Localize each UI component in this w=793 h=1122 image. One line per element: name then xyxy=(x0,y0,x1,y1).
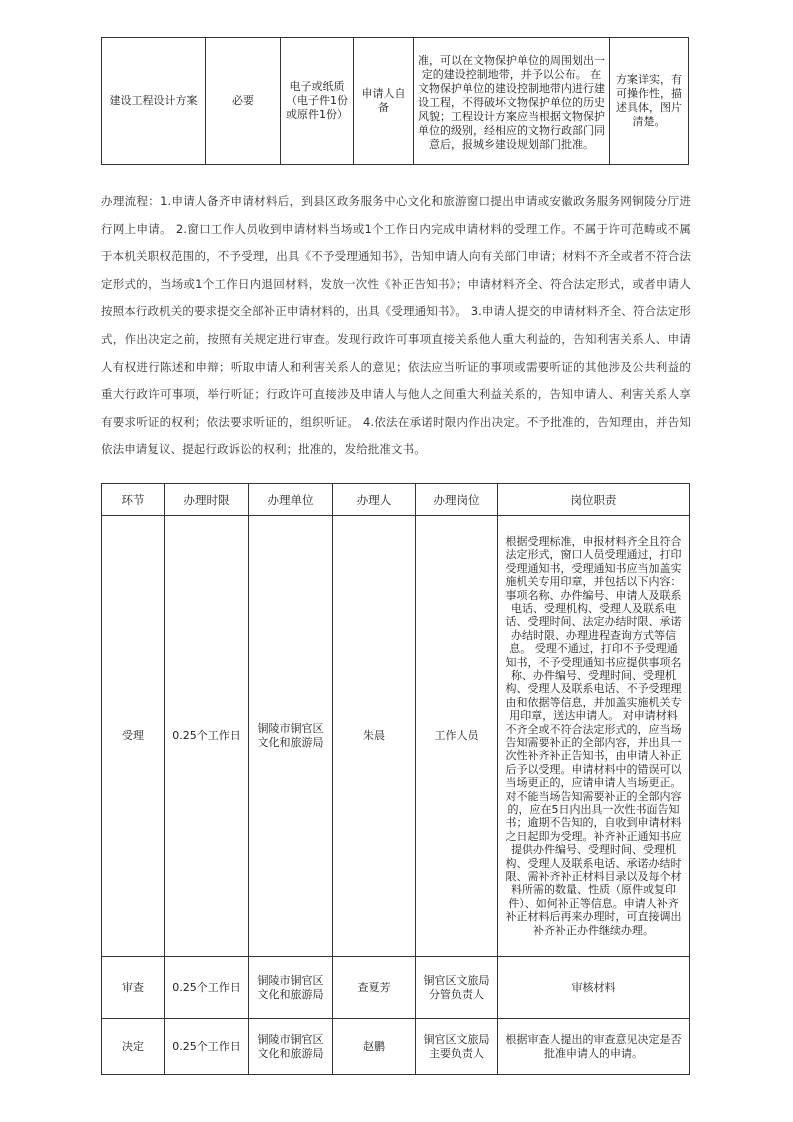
table-row xyxy=(102,516,690,957)
material-source: 申请人自备 xyxy=(354,38,414,165)
step-name: 决定 xyxy=(102,1019,165,1075)
step-post: 工作人员 xyxy=(416,516,498,957)
material-requirement: 方案详实，有可操作性，描述具体，图片清楚。 xyxy=(610,38,689,165)
step-time: 0.25个工作日 xyxy=(165,516,249,957)
header-post: 办理岗位 xyxy=(416,484,498,516)
step-person: 朱晨 xyxy=(333,516,416,957)
table-header-row xyxy=(102,484,690,516)
step-post: 铜官区文旅局主要负责人 xyxy=(416,1019,498,1075)
step-duty: 根据审查人提出的审查意见决定是否批准申请人的申请。 xyxy=(498,1019,690,1075)
step-time: 0.25个工作日 xyxy=(165,957,249,1019)
step-duty: 审核材料 xyxy=(498,957,690,1019)
step-name: 受理 xyxy=(102,516,165,957)
material-medium: 电子或纸质（电子件1份或原件1份） xyxy=(281,38,354,165)
process-description: 办理流程：1.申请人备齐申请材料后，到县区政务服务中心文化和旅游窗口提出申请或安徽政务服务网铜陵分厅进行网上申请。 2.窗口工作人员收到申请材料当场或1个工作日内完成申请材料的受理工作。不属于许可范畴或不属于本机关职权范围的，不予受理，出具《不予受理通知书》，告知申请人向有关部门申请；材料不齐全或者不符合法定形式的，当场或1个工作日内退回材料，发放一次性《补正告知书》；申请材料齐全、符合法定形式，或者申请人按照本行政机关的要求提交全部补正申请材料的，出具《受理通知书》。 3.申请人提交的申请材料齐全、符合法定形式，作出决定之前，按照有关规定进行审查。发现行政许可事项直接关系他人重大利益的，告知利害关系人、申请人有权进行陈述和申辩；听取申请人和利害关系人的意见；依法应当听证的事项或需要听证的其他涉及公共利益的重大行政许可事项，举行听证；行政许可直接涉及申请人与他人之间重大利益关系的，告知申请人、利害关系人享有要求听证的权利；依法要求听证的，组织听证。 4.依法在承诺时限内作出决定。不予批准的，告知理由，并告知依法申请复议、提起行政诉讼的权利；批准的，发给批准文书。 xyxy=(101,194,691,457)
step-unit: 铜陵市铜官区文化和旅游局 xyxy=(249,1019,333,1075)
step-name: 审查 xyxy=(102,957,165,1019)
step-unit: 铜陵市铜官区文化和旅游局 xyxy=(249,516,333,957)
material-required: 必要 xyxy=(206,38,281,165)
header-time: 办理时限 xyxy=(165,484,249,516)
step-duty: 根据受理标准，申报材料齐全且符合法定形式，窗口人员受理通过，打印受理通知书，受理通知书应当加盖实施机关专用印章，并包括以下内容：事项名称、办件编号、申请人及联系电话、受理机构、受理人及联系电话、受理时间、法定办结时限、承诺办结时限、办理进程查询方式等信息。 受理不通过，打印不予受理通知书，不予受理通知书应提供事项名称、办件编号、受理时间、受理机构、受理人及联系电话、不予受理理由和依据等信息，并加盖实施机关专用印章，送达申请人。 对申请材料不齐全或不符合法定形式的，应当场告知需要补正的全部内容，并出具一次性补齐补正告知书，由申请人补正后予以受理。申请材料中的错误可以当场更正的，应请申请人当场更正。对不能当场告知需要补正的全部内容的，应在5日内出具一次性书面告知书；逾期不告知的，自收到申请材料之日起即为受理。补齐补正通知书应提供办件编号、受理时间、受理机构、受理人及联系电话、承诺办结时限、需补齐补正材料目录以及每个材料所需的数量、性质（原件或复印件）、如何补正等信息。申请人补齐补正材料后再来办理时，可直接调出补齐补正办件继续办理。 xyxy=(498,516,690,957)
step-unit: 铜陵市铜官区文化和旅游局 xyxy=(249,957,333,1019)
header-unit: 办理单位 xyxy=(249,484,333,516)
materials-table xyxy=(101,37,689,165)
header-step: 环节 xyxy=(102,484,165,516)
table-row xyxy=(102,38,689,165)
process-table xyxy=(101,483,690,1075)
step-post: 铜官区文旅局分管负责人 xyxy=(416,957,498,1019)
header-person: 办理人 xyxy=(333,484,416,516)
header-duty: 岗位职责 xyxy=(498,484,690,516)
material-name: 建设工程设计方案 xyxy=(102,38,206,165)
table-row xyxy=(102,957,690,1019)
step-time: 0.25个工作日 xyxy=(165,1019,249,1075)
step-person: 查夏芳 xyxy=(333,957,416,1019)
material-basis: 准，可以在文物保护单位的周围划出一定的建设控制地带，并予以公布。 在文物保护单位的建设控制地带内进行建设工程，不得破坏文物保护单位的历史风貌；工程设计方案应当根据文物保护单位的级别，经相应的文物行政部门同意后，报城乡建设规划部门批准。 xyxy=(414,38,610,165)
table-row xyxy=(102,1019,690,1075)
step-person: 赵鹏 xyxy=(333,1019,416,1075)
